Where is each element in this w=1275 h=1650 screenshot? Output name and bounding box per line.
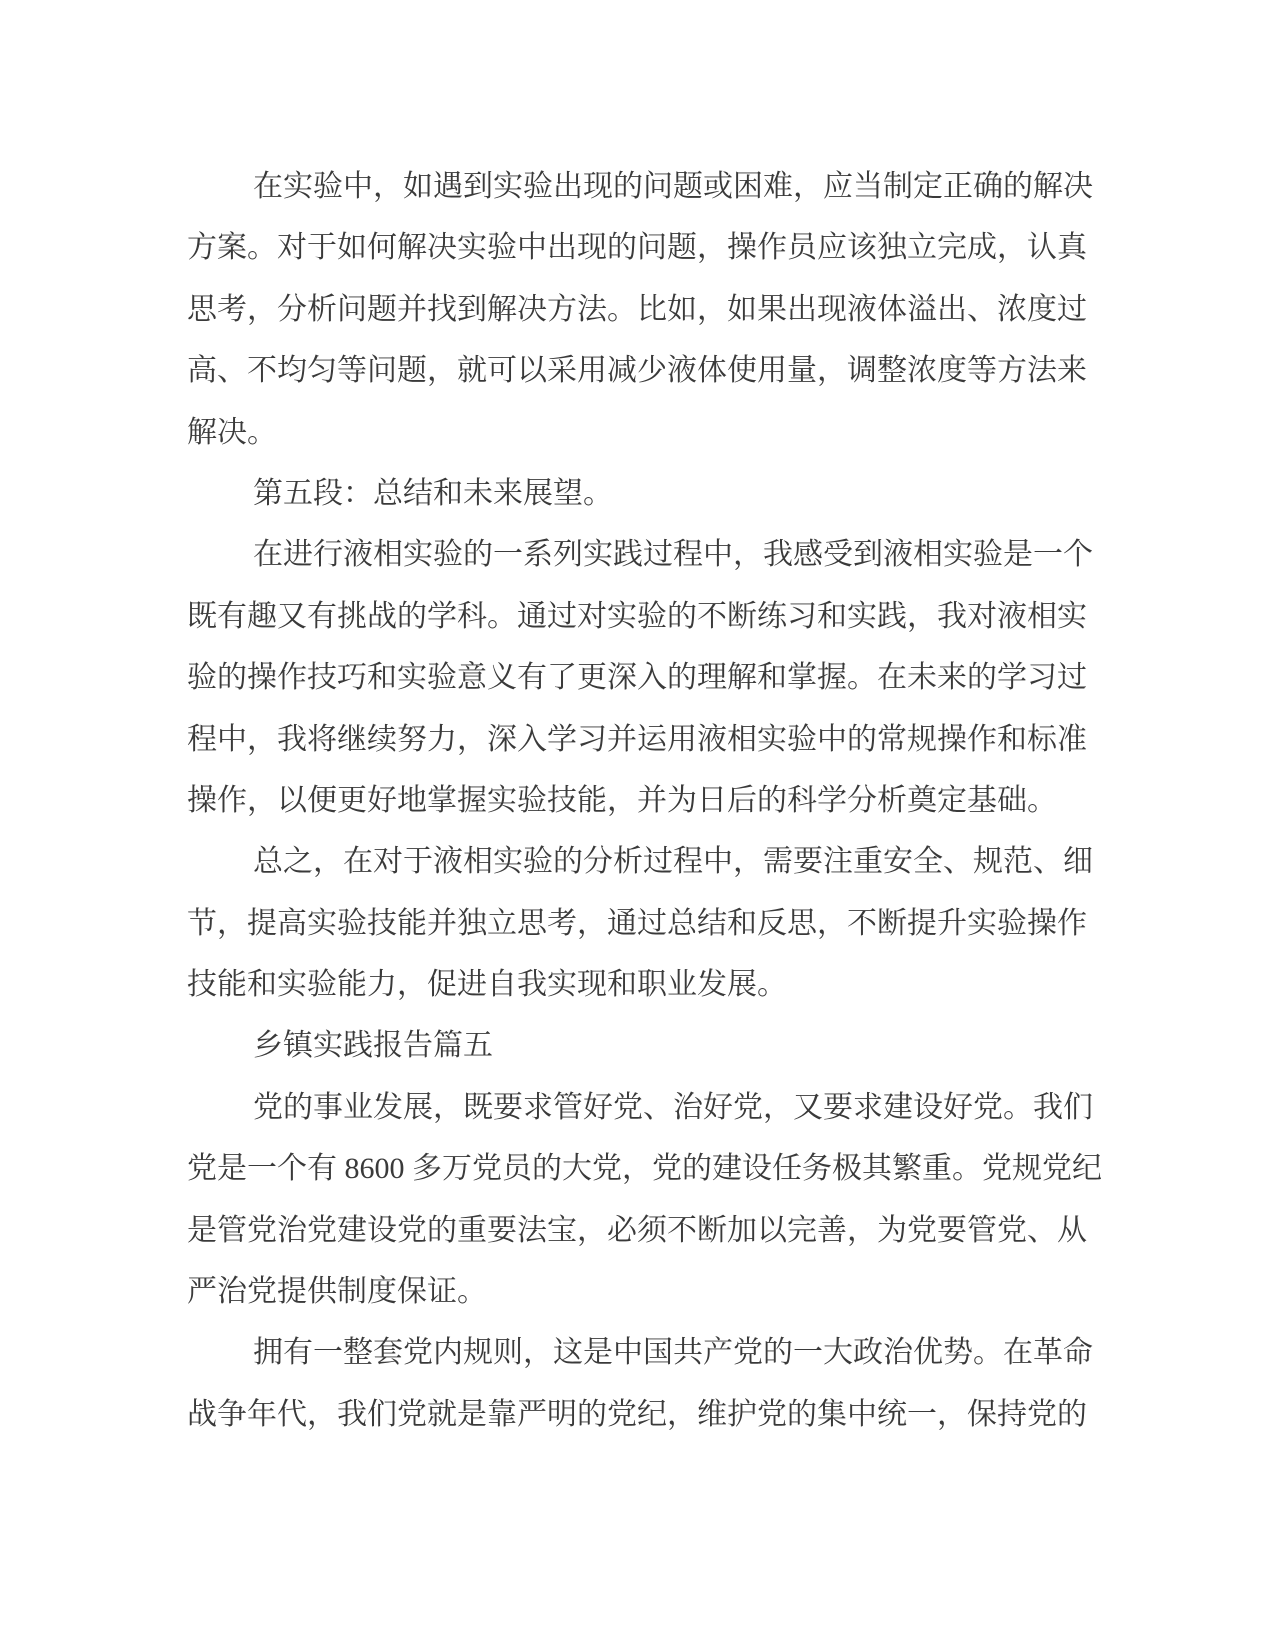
text-line: 方案。对于如何解决实验中出现的问题，操作员应该独立完成，认真 <box>187 231 1087 265</box>
text-line: 总之，在对于液相实验的分析过程中，需要注重安全、规范、细 <box>253 845 1093 879</box>
text-line: 党的事业发展，既要求管好党、治好党，又要求建设好党。我们 <box>253 1090 1093 1124</box>
text-line: 乡镇实践报告篇五 <box>253 1029 493 1063</box>
text-line: 操作，以便更好地掌握实验技能，并为日后的科学分析奠定基础。 <box>187 783 1057 817</box>
text-line: 党是一个有 8600 多万党员的大党，党的建设任务极其繁重。党规党纪 <box>187 1152 1102 1186</box>
text-line: 验的操作技巧和实验意义有了更深入的理解和掌握。在未来的学习过 <box>187 661 1087 695</box>
text-line: 在实验中，如遇到实验出现的问题或困难，应当制定正确的解决 <box>253 170 1093 203</box>
text-line: 严治党提供制度保证。 <box>187 1275 487 1309</box>
text-line: 思考，分析问题并找到解决方法。比如，如果出现液体溢出、浓度过 <box>187 292 1087 326</box>
text-line: 拥有一整套党内规则，这是中国共产党的一大政治优势。在革命 <box>253 1336 1093 1370</box>
text-line: 是管党治党建设党的重要法宝，必须不断加以完善，为党要管党、从 <box>187 1213 1087 1247</box>
text-line: 在进行液相实验的一系列实践过程中，我感受到液相实验是一个 <box>253 538 1093 572</box>
text-line: 节，提高实验技能并独立思考，通过总结和反思，不断提升实验操作 <box>187 906 1087 940</box>
text-line: 解决。 <box>187 415 277 449</box>
text-line: 高、不均匀等问题，就可以采用减少液体使用量，调整浓度等方法来 <box>187 354 1087 388</box>
text-line: 既有趣又有挑战的学科。通过对实验的不断练习和实践，我对液相实 <box>187 599 1087 633</box>
document-text <box>187 156 1102 1445</box>
text-line: 第五段：总结和未来展望。 <box>253 476 613 510</box>
text-line: 程中，我将继续努力，深入学习并运用液相实验中的常规操作和标准 <box>187 722 1087 756</box>
text-line: 战争年代，我们党就是靠严明的党纪，维护党的集中统一，保持党的 <box>187 1397 1087 1431</box>
text-line: 技能和实验能力，促进自我实现和职业发展。 <box>187 968 787 1002</box>
